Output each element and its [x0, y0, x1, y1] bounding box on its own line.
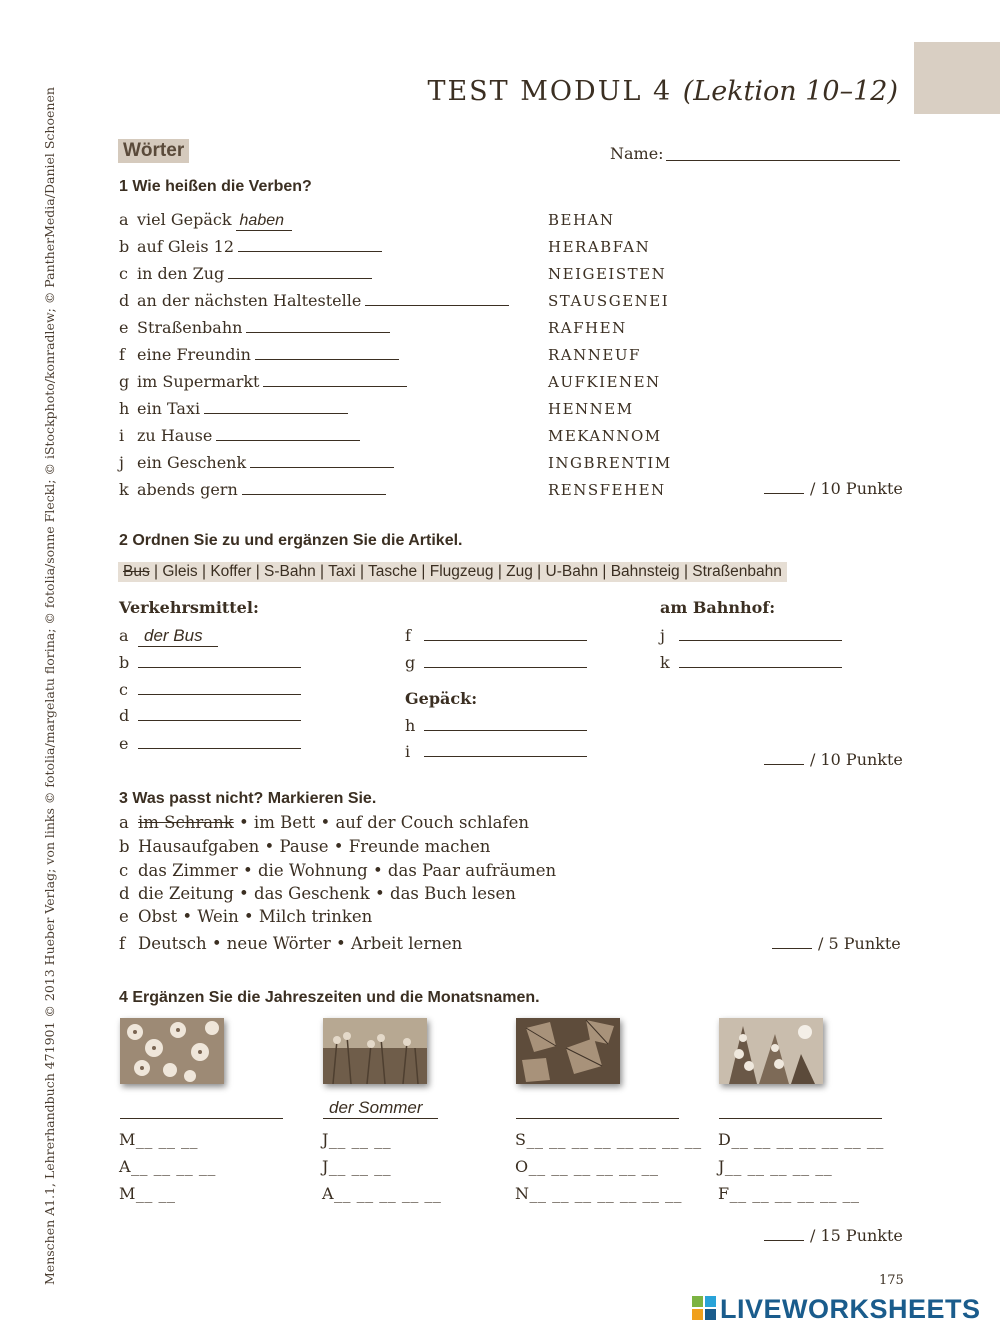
task3-heading: 3 Was passt nicht? Markieren Sie.	[119, 790, 377, 807]
month-input[interactable]: J__ __ __ __ __	[718, 1157, 833, 1176]
scrambled-word: HERABFAN	[548, 238, 651, 256]
task3-row	[119, 884, 516, 903]
row-text: Straßenbahn	[137, 318, 243, 337]
photo-summer	[323, 1018, 427, 1084]
row-letter: i	[119, 426, 125, 445]
row-text: ein Taxi	[137, 399, 201, 418]
row-letter: g	[119, 372, 130, 391]
task3-row	[119, 907, 372, 926]
task1-row	[119, 210, 292, 231]
row-letter: k	[119, 480, 129, 499]
photo-winter	[719, 1018, 823, 1084]
word-box: Bus | Gleis | Koffer | S-Bahn | Taxi | Tasche | Flugzeug | Zug | U-Bahn | Bahnsteig | Straßenbahn	[118, 562, 787, 582]
scrambled-word: AUFKIENEN	[548, 373, 661, 391]
row-letter: c	[119, 861, 129, 880]
scrambled-word: HENNEM	[548, 400, 634, 418]
answer-input[interactable]	[228, 264, 372, 279]
page-number: 175	[879, 1273, 904, 1288]
row-letter: c	[119, 680, 128, 699]
row-letter: e	[119, 907, 129, 926]
row-letter: g	[405, 653, 416, 672]
row-letter: h	[405, 716, 416, 735]
row-text: eine Freundin	[137, 345, 251, 364]
points-input[interactable]	[772, 934, 812, 949]
scrambled-word: BEHAN	[548, 211, 615, 229]
row-text: in den Zug	[137, 264, 225, 283]
task2-row	[405, 626, 587, 645]
example-answer: der Bus	[144, 626, 203, 645]
task3-row	[119, 861, 556, 880]
task2-row	[660, 626, 842, 645]
season-input-4[interactable]	[719, 1118, 882, 1119]
month-input[interactable]: D__ __ __ __ __ __ __	[718, 1130, 884, 1149]
task1-row	[119, 372, 407, 391]
season-example-answer: der Sommer	[329, 1098, 423, 1117]
task1-row	[119, 345, 399, 364]
task2-heading: 2 Ordnen Sie zu und ergänzen Sie die Artikel.	[119, 532, 463, 549]
row-text: auf Gleis 12	[137, 237, 234, 256]
task1-row	[119, 399, 348, 418]
row-letter: i	[405, 742, 411, 761]
task3-points: / 5 Punkte	[772, 934, 901, 953]
task2-row	[660, 653, 842, 672]
row-letter: e	[119, 318, 129, 337]
row-text: abends gern	[137, 480, 238, 499]
gepaeck-heading: Gepäck:	[405, 689, 478, 708]
scrambled-word: RENSFEHEN	[548, 481, 666, 499]
row-letter: b	[119, 237, 130, 256]
row-letter: f	[119, 934, 126, 953]
task1-row	[119, 480, 386, 499]
answer-input[interactable]	[138, 626, 218, 647]
answer-input[interactable]	[242, 480, 386, 495]
row-text: an der nächsten Haltestelle	[137, 291, 362, 310]
row-text[interactable]: Hausaufgaben • Pause • Freunde machen	[138, 837, 491, 856]
row-letter: d	[119, 291, 130, 310]
row-text[interactable]: • im Bett • auf der Couch schlafen	[233, 813, 529, 832]
season-input-1[interactable]	[120, 1118, 283, 1119]
task1-row	[119, 264, 372, 283]
row-letter: j	[119, 453, 124, 472]
answer-input[interactable]	[250, 453, 394, 468]
answer-input[interactable]	[138, 734, 301, 749]
answer-input[interactable]	[255, 345, 399, 360]
task4-heading: 4 Ergänzen Sie die Jahreszeiten und die Monatsnamen.	[119, 989, 540, 1006]
photo-autumn	[516, 1018, 620, 1084]
month-input[interactable]: A__ __ __ __ __	[322, 1184, 442, 1203]
task3-row	[119, 813, 529, 832]
month-input[interactable]: M__ __	[119, 1184, 176, 1203]
answer-input[interactable]	[204, 399, 348, 414]
task2-row	[119, 680, 301, 699]
bahnhof-heading: am Bahnhof:	[660, 598, 776, 617]
answer-input[interactable]	[138, 706, 301, 721]
task2-row	[119, 734, 301, 753]
corner-tab	[914, 42, 1000, 114]
row-letter: a	[119, 626, 129, 645]
page-title: TEST MODUL 4 (Lektion 10–12)	[427, 76, 898, 107]
row-letter: b	[119, 653, 130, 672]
row-letter: d	[119, 706, 130, 725]
scrambled-word: RAFHEN	[548, 319, 627, 337]
verkehrsmittel-heading: Verkehrsmittel:	[119, 598, 259, 617]
row-letter: a	[119, 210, 129, 229]
answer-input[interactable]	[246, 318, 390, 333]
month-input[interactable]: N__ __ __ __ __ __ __	[515, 1184, 683, 1203]
credit-line: Menschen A1.1, Lehrerhandbuch 471901 © 2013 Hueber Verlag; von links © fotolia/margelatu florina; © fotolia/sonne Fleckl; © iStockphoto/konradlew; © PantherMedia/Daniel Schoenen	[42, 87, 57, 1285]
scrambled-word: MEKANNOM	[548, 427, 662, 445]
season-input-2[interactable]	[323, 1098, 438, 1119]
points-input[interactable]	[764, 750, 804, 765]
answer-input[interactable]	[679, 626, 842, 641]
row-letter: f	[405, 626, 411, 645]
struck-option[interactable]: im Schrank	[138, 813, 234, 832]
answer-input[interactable]	[263, 372, 407, 387]
answer-input[interactable]	[424, 626, 587, 641]
task2-row	[119, 706, 301, 725]
points-input[interactable]	[764, 479, 804, 494]
row-text: im Supermarkt	[137, 372, 260, 391]
row-letter: a	[119, 813, 129, 832]
task2-row	[119, 626, 218, 647]
month-input[interactable]: M__ __ __	[119, 1130, 199, 1149]
section-label: Wörter	[118, 139, 189, 163]
task2-row	[119, 653, 301, 672]
task3-row	[119, 837, 490, 856]
row-text[interactable]: Deutsch • neue Wörter • Arbeit lernen	[138, 934, 463, 953]
liveworksheets-logo[interactable]: LIVEWORKSHEETS	[692, 1294, 981, 1325]
task2-row	[405, 653, 587, 672]
row-text: viel Gepäck	[137, 210, 232, 229]
answer-input[interactable]	[365, 291, 509, 306]
example-answer: haben	[239, 212, 285, 229]
answer-input[interactable]	[424, 653, 587, 668]
liveworksheets-logo-icon	[692, 1296, 716, 1320]
scrambled-word: NEIGEISTEN	[548, 265, 667, 283]
task1-row	[119, 426, 360, 445]
task1-row	[119, 318, 390, 337]
month-input[interactable]: S__ __ __ __ __ __ __ __	[515, 1130, 702, 1149]
task4-points: / 15 Punkte	[764, 1226, 903, 1245]
row-text[interactable]: das Zimmer • die Wohnung • das Paar aufräumen	[138, 861, 557, 880]
answer-input[interactable]	[424, 716, 587, 731]
month-input[interactable]: J__ __ __	[322, 1157, 392, 1176]
row-letter: h	[119, 399, 130, 418]
row-letter: f	[119, 345, 125, 364]
points-input[interactable]	[764, 1226, 804, 1241]
row-text[interactable]: Obst • Wein • Milch trinken	[138, 907, 373, 926]
scrambled-word: RANNEUF	[548, 346, 641, 364]
task1-row	[119, 237, 382, 256]
name-input[interactable]	[666, 160, 900, 161]
answer-input[interactable]	[679, 653, 842, 668]
task1-heading: 1 Wie heißen die Verben?	[119, 178, 312, 195]
season-input-3[interactable]	[516, 1118, 679, 1119]
answer-input[interactable]	[238, 237, 382, 252]
row-letter: k	[660, 653, 670, 672]
task1-row	[119, 291, 509, 310]
row-letter: j	[660, 626, 665, 645]
task1-row	[119, 453, 394, 472]
name-label: Name:	[610, 144, 664, 163]
task2-points: / 10 Punkte	[764, 750, 903, 769]
scrambled-word: STAUSGENEI	[548, 292, 670, 310]
row-text[interactable]: die Zeitung • das Geschenk • das Buch lesen	[138, 884, 516, 903]
row-text: ein Geschenk	[137, 453, 247, 472]
task2-row	[405, 716, 587, 735]
month-input[interactable]: J__ __ __	[322, 1130, 392, 1149]
month-input[interactable]: O__ __ __ __ __ __	[515, 1157, 659, 1176]
row-letter: c	[119, 264, 128, 283]
task2-row	[405, 742, 587, 761]
answer-input[interactable]	[236, 210, 292, 231]
row-letter: e	[119, 734, 129, 753]
row-letter: b	[119, 837, 130, 856]
month-input[interactable]: F__ __ __ __ __ __	[718, 1184, 860, 1203]
answer-input[interactable]	[424, 742, 587, 757]
month-input[interactable]: A__ __ __ __	[119, 1157, 216, 1176]
scrambled-word: INGBRENTIM	[548, 454, 672, 472]
photo-spring	[120, 1018, 224, 1084]
answer-input[interactable]	[216, 426, 360, 441]
answer-input[interactable]	[138, 680, 301, 695]
answer-input[interactable]	[138, 653, 301, 668]
task3-row	[119, 934, 462, 953]
row-text: zu Hause	[137, 426, 213, 445]
task1-points: / 10 Punkte	[764, 479, 903, 498]
row-letter: d	[119, 884, 130, 903]
